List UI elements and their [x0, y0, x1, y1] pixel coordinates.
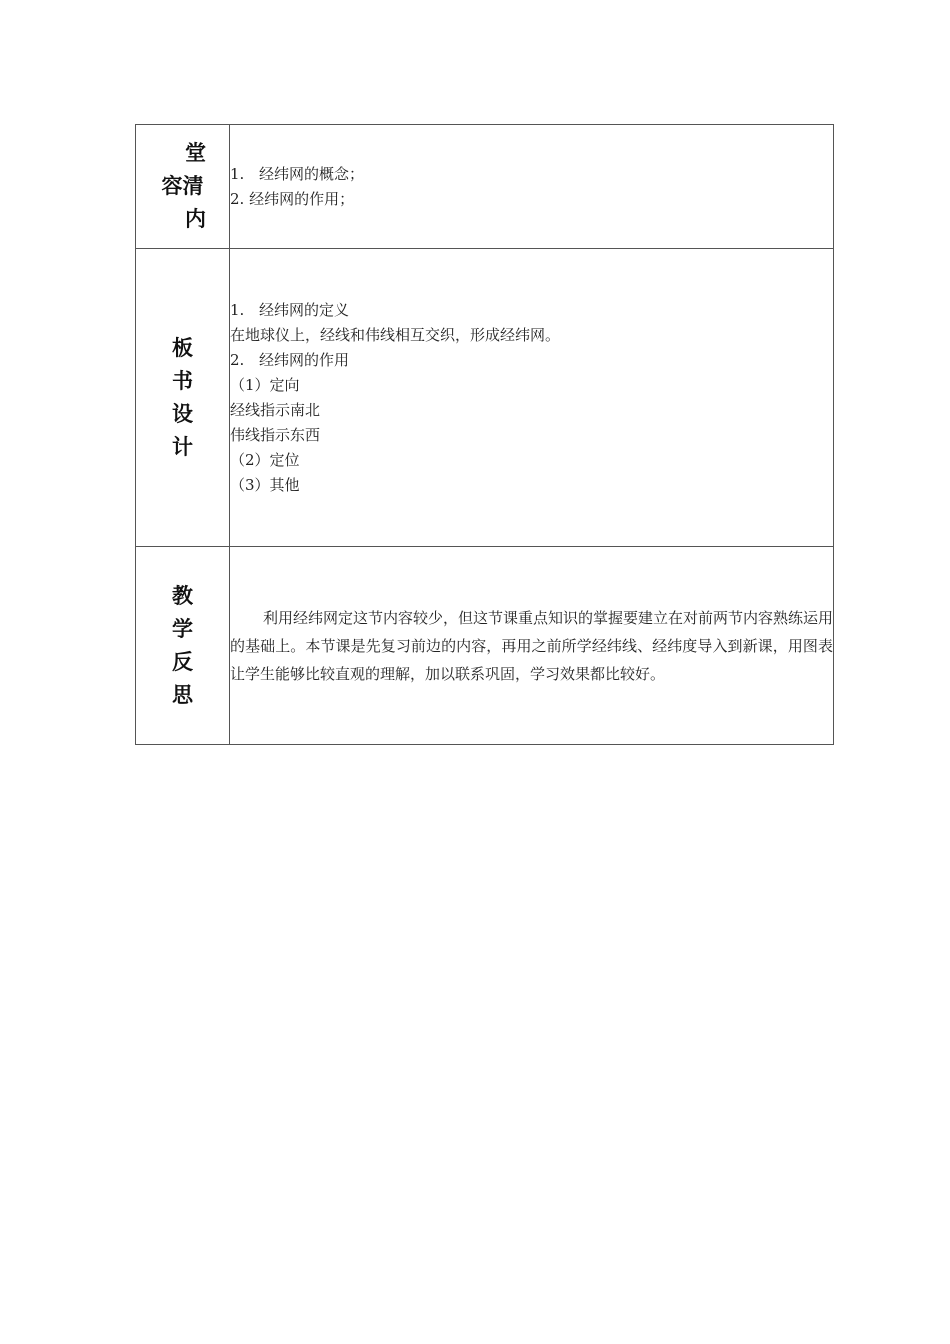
- classroom-content-row: [136, 125, 834, 249]
- board-design-cell: [230, 249, 834, 547]
- list-item: 2. 经纬网的作用；: [230, 189, 355, 208]
- label-line: 学: [172, 616, 193, 641]
- classroom-content-label: [159, 137, 206, 236]
- label-line: 内: [185, 207, 206, 231]
- teaching-reflection-cell: [230, 547, 834, 745]
- label-line: 教: [172, 583, 193, 608]
- board-line: 在地球仪上，经线和伟线相互交织，形成经纬网。: [230, 325, 561, 344]
- label-line: 堂: [185, 141, 206, 165]
- classroom-content-cell: [230, 125, 834, 249]
- reflection-paragraph: 利用经纬网定这节内容较少，但这节课重点知识的掌握要建立在对前两节内容熟练运用的基础上。本节课是先复习前边的内容，再用之前所学经纬线、经纬度导入到新课，用图表让学生能够比较直观的理解，加以联系巩固，学习效果都比较好。: [230, 608, 834, 683]
- list-item: 1. 经纬网的概念；: [230, 164, 365, 183]
- label-line: 设: [172, 401, 193, 426]
- board-design-label: [172, 332, 193, 464]
- board-line: 2. 经纬网的作用: [230, 350, 350, 369]
- lesson-plan-table: [135, 124, 834, 745]
- classroom-content-label-cell: [136, 125, 230, 249]
- board-design-row: [136, 249, 834, 547]
- teaching-reflection-row: [136, 547, 834, 745]
- teaching-reflection-label-cell: [136, 547, 230, 745]
- label-line: 计: [172, 434, 193, 459]
- board-line: 经线指示南北: [230, 400, 321, 419]
- board-line: （2）定位: [230, 450, 300, 469]
- label-line: 书: [172, 368, 193, 393]
- board-line: （1）定向: [230, 375, 300, 394]
- board-line: （3）其他: [230, 475, 300, 494]
- board-line: 伟线指示东西: [230, 425, 321, 444]
- board-design-label-cell: [136, 249, 230, 547]
- board-line: 1. 经纬网的定义: [230, 300, 350, 319]
- label-line: 容清: [161, 174, 204, 198]
- teaching-reflection-label: [172, 580, 193, 712]
- label-line: 思: [172, 682, 193, 707]
- label-line: 反: [172, 649, 193, 674]
- label-line: 板: [172, 335, 193, 360]
